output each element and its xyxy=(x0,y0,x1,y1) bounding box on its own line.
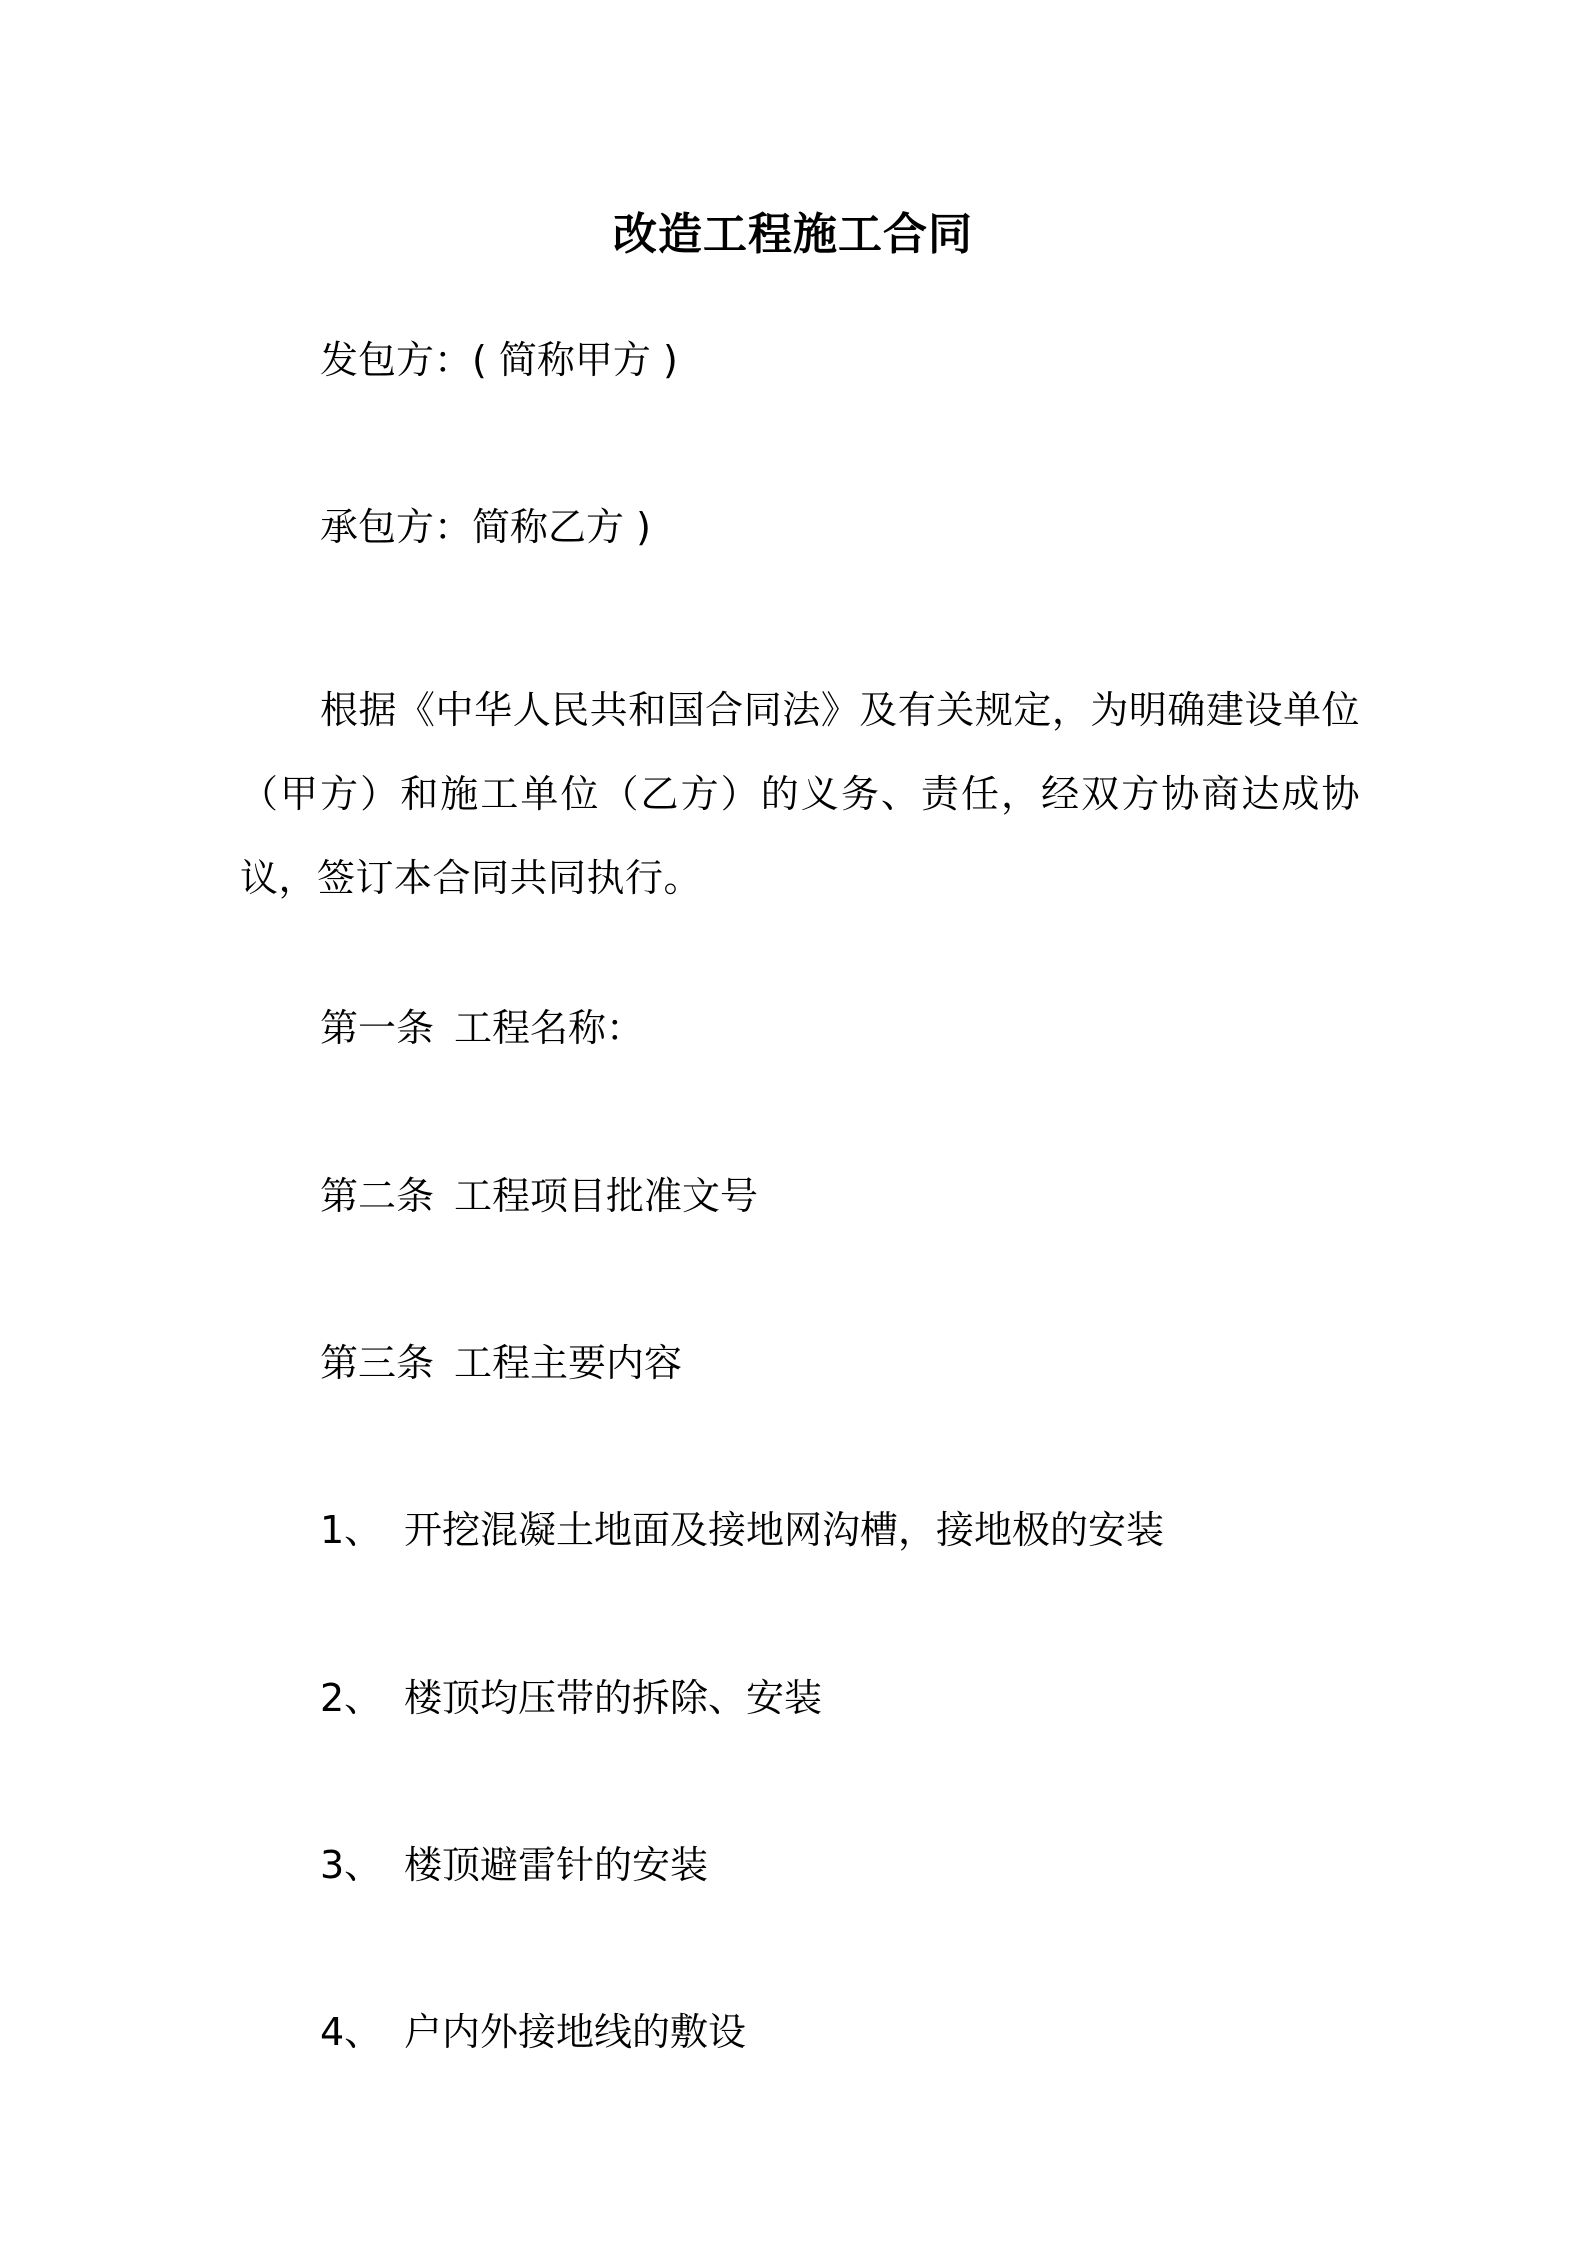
article-number: 第二条 xyxy=(320,1174,435,1218)
article-text: 工程主要内容 xyxy=(454,1341,683,1385)
article-3 xyxy=(320,1337,682,1389)
list-item-1 xyxy=(320,1504,1164,1556)
list-item-number: 1、 xyxy=(320,1508,383,1552)
party-a-line: 发包方：( 简称甲方 ) xyxy=(320,338,678,382)
list-item-number: 4、 xyxy=(320,2010,383,2054)
article-1 xyxy=(320,1002,644,1054)
list-item-text: 开挖混凝土地面及接地网沟槽，接地极的安装 xyxy=(404,1508,1165,1552)
list-item-2 xyxy=(320,1672,822,1724)
list-item-text: 楼顶避雷针的安装 xyxy=(404,1843,709,1887)
list-item-number: 2、 xyxy=(320,1676,383,1720)
list-item-3 xyxy=(320,1839,708,1891)
list-item-text: 户内外接地线的敷设 xyxy=(404,2010,747,2054)
intro-paragraph: 根据《中华人民共和国合同法》及有关规定，为明确建设单位（甲方）和施工单位（乙方）的义务、责任，经双方协商达成协议，签订本合同共同执行。 xyxy=(240,688,1360,900)
list-item-4 xyxy=(320,2006,746,2058)
article-number: 第一条 xyxy=(320,1006,435,1050)
article-text: 工程项目批准文号 xyxy=(454,1174,759,1218)
article-text: 工程名称： xyxy=(454,1006,645,1050)
page-title: 改造工程施工合同 xyxy=(613,209,973,260)
party-b-line: 承包方：简称乙方 ) xyxy=(320,505,651,549)
article-2 xyxy=(320,1170,758,1222)
article-number: 第三条 xyxy=(320,1341,435,1385)
list-item-text: 楼顶均压带的拆除、安装 xyxy=(404,1676,823,1720)
list-item-number: 3、 xyxy=(320,1843,383,1887)
